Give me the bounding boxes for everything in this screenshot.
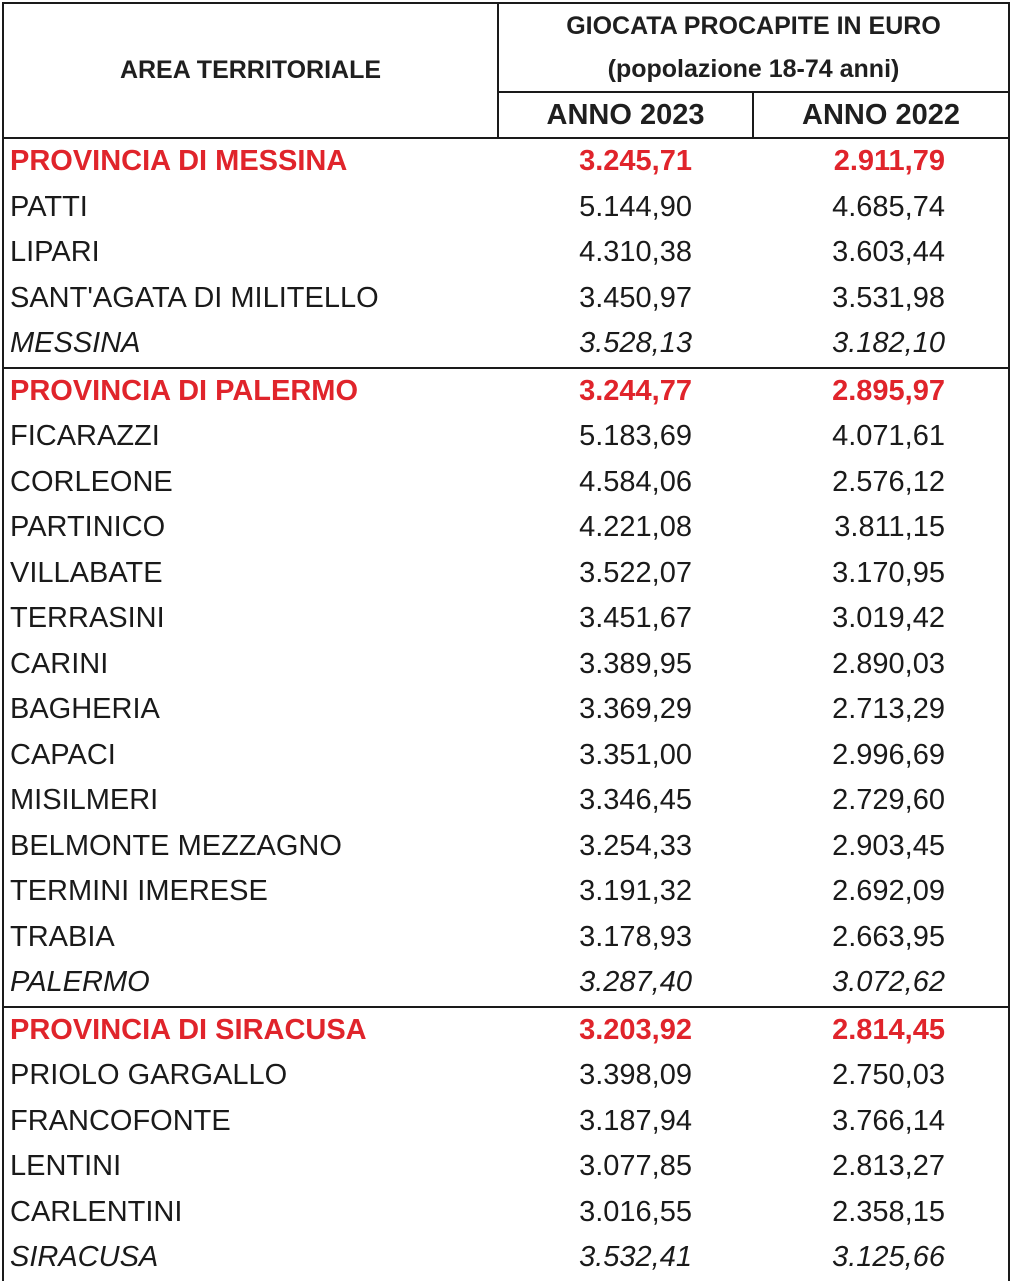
province-row — [3, 1007, 1009, 1054]
area-name: PROVINCIA DI PALERMO — [3, 368, 498, 415]
value-2023: 3.528,13 — [579, 327, 692, 360]
value-2022: 4.685,74 — [753, 185, 1009, 231]
area-name: VILLABATE — [3, 551, 498, 597]
value-2023: 4.310,38 — [579, 236, 692, 269]
area-name: TERRASINI — [3, 596, 498, 642]
value-2023: 3.369,29 — [579, 693, 692, 726]
value-2023: 4.221,08 — [579, 511, 692, 544]
value-2022: 3.019,42 — [753, 596, 1009, 642]
value-2022: 3.170,95 — [753, 551, 1009, 597]
value-2022: 3.766,14 — [753, 1099, 1009, 1145]
value-2022: 2.813,27 — [753, 1144, 1009, 1190]
table-row — [3, 642, 1009, 688]
value-2023: 3.450,97 — [579, 281, 692, 314]
value-2023: 5.144,90 — [579, 190, 692, 223]
value-2022: 3.811,15 — [753, 505, 1009, 551]
area-name: PARTINICO — [3, 505, 498, 551]
capital-row — [3, 321, 1009, 368]
value-2023: 5.183,69 — [579, 420, 692, 453]
table-row — [3, 460, 1009, 506]
capital-row — [3, 1235, 1009, 1281]
section-palermo — [3, 368, 1009, 1007]
area-name: SIRACUSA — [3, 1235, 498, 1281]
group-column-header — [498, 3, 1009, 92]
value-2023: 3.077,85 — [579, 1150, 692, 1183]
table-row — [3, 687, 1009, 733]
table-row — [3, 1190, 1009, 1236]
value-2023: 3.187,94 — [579, 1104, 692, 1137]
area-name: PROVINCIA DI MESSINA — [3, 138, 498, 185]
table-row — [3, 733, 1009, 779]
value-2023: 3.532,41 — [579, 1241, 692, 1274]
value-2022: 3.125,66 — [753, 1235, 1009, 1281]
value-2023: 3.398,09 — [579, 1059, 692, 1092]
table-row — [3, 551, 1009, 597]
value-2022: 2.729,60 — [753, 778, 1009, 824]
area-name: BELMONTE MEZZAGNO — [3, 824, 498, 870]
group-header-line-2: (popolazione 18-74 anni) — [607, 54, 900, 83]
value-2022: 4.071,61 — [753, 414, 1009, 460]
value-2023: 3.203,92 — [498, 1007, 753, 1054]
table-row — [3, 414, 1009, 460]
area-name: CARINI — [3, 642, 498, 688]
value-2023: 3.389,95 — [579, 647, 692, 680]
value-2022: 2.911,79 — [753, 138, 1009, 185]
area-column-header: AREA TERRITORIALE — [3, 3, 498, 138]
table-row — [3, 505, 1009, 551]
area-name: SANT'AGATA DI MILITELLO — [3, 276, 498, 322]
value-2023: 3.522,07 — [579, 556, 692, 589]
province-row — [3, 368, 1009, 415]
value-2023: 3.351,00 — [579, 738, 692, 771]
value-2022: 2.713,29 — [753, 687, 1009, 733]
value-2022: 3.182,10 — [753, 321, 1009, 368]
table-row — [3, 778, 1009, 824]
value-2022: 2.358,15 — [753, 1190, 1009, 1236]
value-2022: 2.895,97 — [753, 368, 1009, 415]
area-name: FRANCOFONTE — [3, 1099, 498, 1145]
value-2023: 4.584,06 — [579, 465, 692, 498]
area-name: CORLEONE — [3, 460, 498, 506]
value-2022: 2.692,09 — [753, 869, 1009, 915]
value-2023: 3.178,93 — [579, 920, 692, 953]
table-row — [3, 915, 1009, 961]
group-header-line-1: GIOCATA PROCAPITE IN EURO — [566, 11, 941, 40]
area-name: TERMINI IMERESE — [3, 869, 498, 915]
area-name: BAGHERIA — [3, 687, 498, 733]
year-2023-header: ANNO 2023 — [498, 92, 753, 138]
value-2022: 3.531,98 — [753, 276, 1009, 322]
area-name: LENTINI — [3, 1144, 498, 1190]
table-row — [3, 276, 1009, 322]
value-2023: 3.254,33 — [579, 829, 692, 862]
value-2022: 2.903,45 — [753, 824, 1009, 870]
province-row — [3, 138, 1009, 185]
area-name: CARLENTINI — [3, 1190, 498, 1236]
value-2023: 3.346,45 — [579, 784, 692, 817]
value-2023: 3.244,77 — [498, 368, 753, 415]
area-name: PROVINCIA DI SIRACUSA — [3, 1007, 498, 1054]
year-2022-header: ANNO 2022 — [753, 92, 1009, 138]
area-name: MISILMERI — [3, 778, 498, 824]
section-messina — [3, 138, 1009, 368]
section-siracusa — [3, 1007, 1009, 1281]
value-2023: 3.287,40 — [579, 966, 692, 999]
area-name: TRABIA — [3, 915, 498, 961]
area-name: FICARAZZI — [3, 414, 498, 460]
table-row — [3, 230, 1009, 276]
area-name: PALERMO — [3, 960, 498, 1007]
area-name: PATTI — [3, 185, 498, 231]
value-2022: 3.603,44 — [753, 230, 1009, 276]
per-capita-gambling-table — [2, 2, 1010, 1281]
table-row — [3, 596, 1009, 642]
area-name: LIPARI — [3, 230, 498, 276]
value-2022: 2.890,03 — [753, 642, 1009, 688]
value-2022: 2.576,12 — [753, 460, 1009, 506]
table-header — [3, 3, 1009, 138]
area-name: CAPACI — [3, 733, 498, 779]
table-row — [3, 1144, 1009, 1190]
table-row — [3, 185, 1009, 231]
table-row — [3, 869, 1009, 915]
table-row — [3, 824, 1009, 870]
value-2023: 3.016,55 — [579, 1195, 692, 1228]
value-2022: 3.072,62 — [753, 960, 1009, 1007]
table-row — [3, 1053, 1009, 1099]
table-row — [3, 1099, 1009, 1145]
area-name: PRIOLO GARGALLO — [3, 1053, 498, 1099]
value-2022: 2.750,03 — [753, 1053, 1009, 1099]
value-2022: 2.663,95 — [753, 915, 1009, 961]
value-2023: 3.191,32 — [579, 875, 692, 908]
area-name: MESSINA — [3, 321, 498, 368]
value-2023: 3.245,71 — [498, 138, 753, 185]
capital-row — [3, 960, 1009, 1007]
value-2023: 3.451,67 — [579, 602, 692, 635]
value-2022: 2.996,69 — [753, 733, 1009, 779]
value-2022: 2.814,45 — [753, 1007, 1009, 1054]
